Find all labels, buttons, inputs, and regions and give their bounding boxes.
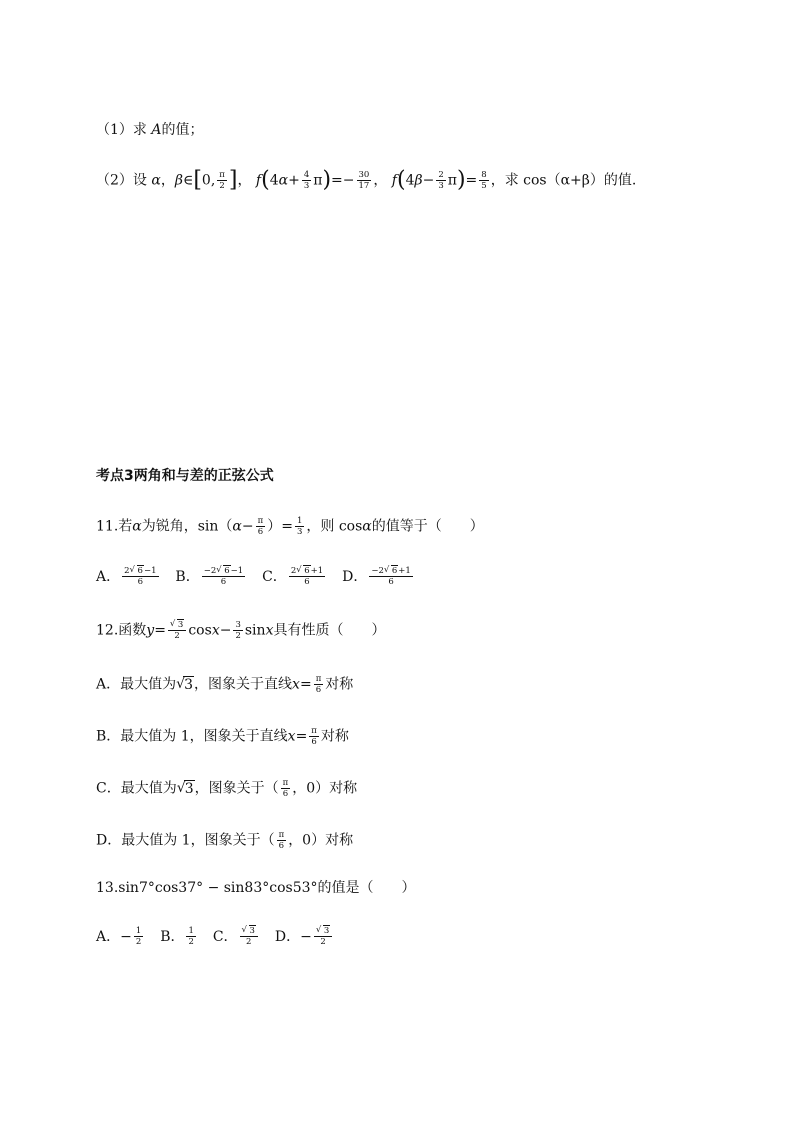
question-12-option-d: D．最大值为 1，图象关于（ $\frac{\pi}{6}$ ，0）对称 xyxy=(96,830,354,851)
question-11-options xyxy=(96,566,415,587)
question-13-options xyxy=(96,926,334,947)
question-12: 12.函数y= √ $\frac{3}{2}$ cosx− $\frac{3}{2}$ sinx具有性质（ ） xyxy=(96,620,385,641)
fraction-sqrt3-over-2: √ $\frac{3}{2}$ xyxy=(168,620,186,641)
part1-number: （1） xyxy=(96,122,133,138)
option-b: B． $\frac{1}{2}$ xyxy=(160,926,194,947)
question-11: 11.若α为锐角，sin（α− $\frac{\pi}{6}$ ）= $\frac{1}{3}$ ，则 cosα的值等于（ ） xyxy=(96,516,484,537)
option-b: B． $\frac{-2√ 6-1}{6}$ xyxy=(175,569,247,585)
option-a: A． $\frac{2√ 6-1}{6}$ xyxy=(96,569,161,585)
var-A: A xyxy=(151,122,162,138)
part1-line: （1）求 A的值； xyxy=(96,122,204,138)
option-a: A．− $\frac{1}{2}$ xyxy=(96,926,142,947)
fraction-1-over-3: $\frac{1}{3}$ xyxy=(296,516,303,537)
fraction-4-over-3: $\frac{4}{3}$ xyxy=(303,170,310,191)
fraction-pi-over-6: $\frac{\pi}{6}$ xyxy=(257,516,264,537)
fraction-pi-over-2: $\frac{\pi}{2}$ xyxy=(219,170,225,191)
fraction-2-over-3: $\frac{2}{3}$ xyxy=(438,170,444,191)
fraction-8-over-5: $\frac{8}{5}$ xyxy=(481,170,487,191)
option-c: C． √ $\frac{3}{2}$ xyxy=(213,929,260,945)
section-heading: 考点3两角和与差的正弦公式 xyxy=(96,468,274,484)
part2-number: （2） xyxy=(96,172,133,189)
part2-line: （2）设 α，β∈[0, $\frac{\pi}{2}$ ]， f(4α+ $\frac{4}{3}$ π)=− $\frac{30}{17}$ ， f(4β− $\frac{2}{3}$ π)= $\frac{8}{5}$ ，求 cos（α+β）的值. xyxy=(96,167,637,193)
option-c: C． $\frac{2√ 6+1}{6}$ xyxy=(262,569,327,585)
fraction-3-over-2: $\frac{3}{2}$ xyxy=(235,620,241,641)
question-12-option-c: C．最大值为√ 3，图象关于（ $\frac{\pi}{6}$ ，0）对称 xyxy=(96,778,357,799)
fraction-30-over-17: $\frac{30}{17}$ xyxy=(358,170,370,191)
function-f: f xyxy=(255,172,262,189)
question-13: 13.sin7°cos37° − sin83°cos53°的值是（ ） xyxy=(96,880,416,896)
question-12-option-a: A．最大值为√ 3，图象关于直线x= $\frac{\pi}{6}$ 对称 xyxy=(96,674,353,695)
option-d: D． $\frac{-2√ 6+1}{6}$ xyxy=(342,569,415,585)
option-d: D．− √ $\frac{3}{2}$ xyxy=(275,929,334,945)
question-12-option-b: B．最大值为 1，图象关于直线x= $\frac{\pi}{6}$ 对称 xyxy=(96,726,349,747)
